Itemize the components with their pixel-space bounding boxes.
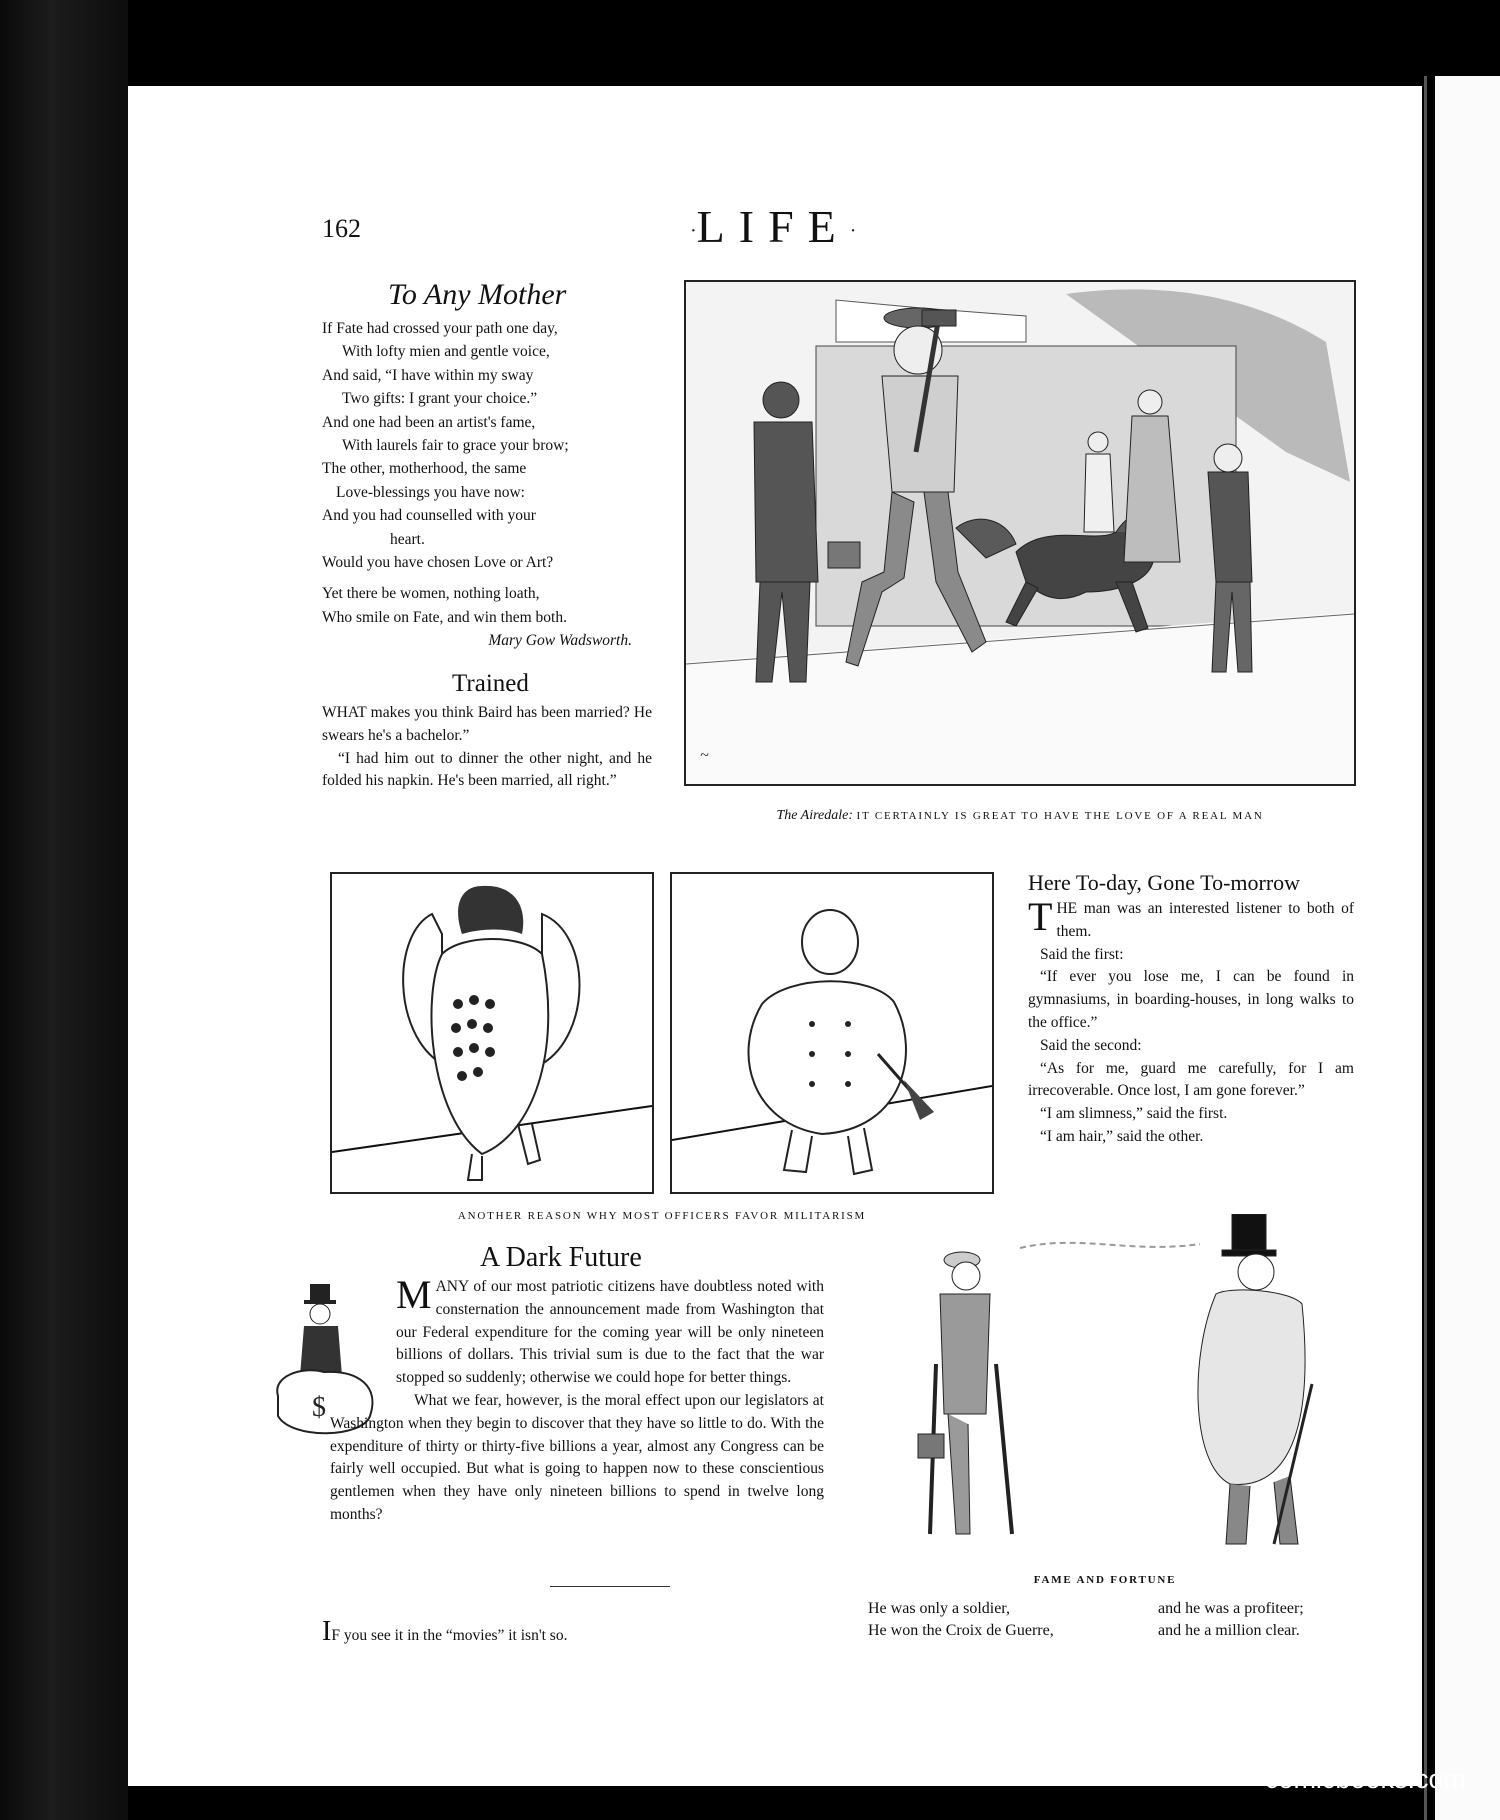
here-today-paragraph: Said the second:: [1040, 1036, 1142, 1054]
poem-line: heart.: [390, 530, 425, 548]
officer-drawing: [332, 874, 652, 1192]
fame-fortune-illustration: [870, 1214, 1340, 1556]
poem-line: And you had counselled with your: [322, 507, 536, 525]
airedale-illustration: [684, 280, 1356, 786]
divider-rule: [550, 1586, 670, 1587]
here-today-paragraph: “I am slimness,” said the first.: [1040, 1105, 1228, 1123]
militarism-panel-officer: [330, 872, 654, 1194]
militarism-panel-civilian: [670, 872, 994, 1194]
masthead: [690, 200, 856, 253]
scan-background-left: [0, 0, 128, 1820]
poem-line: Love-blessings you have now:: [336, 483, 525, 501]
here-today-paragraph: “As for me, guard me carefully, for I am irrecoverable. Once lost, I am gone forever.”: [1028, 1059, 1354, 1100]
page-gutter: [1424, 76, 1427, 1820]
dark-future-paragraph: What we fear, however, is the moral effect upon our legislators at Washington when they begin to discover that they have so little to do. With the expenditure of thirty or thirty-five billions a year, almost any Congress can be fairly well occupied. But what is going to happen now to these conscientious gentlemen when they have only nineteen billions to spend in twelve long months?: [330, 1391, 824, 1523]
masthead-dot-right: ·: [849, 219, 857, 242]
fame-fortune-right-verse: [1158, 1598, 1358, 1642]
verse-line: He won the Croix de Guerre,: [868, 1622, 1054, 1639]
dark-future-paragraph: ANY of our most patriotic citizens have doubtless noted with consternation the announcement made from Washington that our Federal expenditure for the coming year will be only nineteen billions of dollars. This trivial sum is due to the fact that the war stopped so suddenly; otherwise we could hope for better things.: [396, 1278, 824, 1387]
poem-line: And said, “I have within my sway: [322, 366, 534, 384]
airedale-caption-italic: The Airedale:: [776, 808, 854, 823]
airedale-caption: [684, 808, 1356, 824]
trained-title: Trained: [452, 670, 529, 697]
verse-line: and he a million clear.: [1158, 1622, 1300, 1639]
poem-line: If Fate had crossed your path one day,: [322, 320, 558, 337]
svg-text:$: $: [312, 1392, 326, 1423]
next-page-edge: [1435, 76, 1500, 1820]
fame-fortune-left-verse: [868, 1598, 1088, 1642]
poem-line: Yet there be women, nothing loath,: [322, 585, 540, 603]
here-today-paragraph: “I am hair,” said the other.: [1040, 1127, 1204, 1145]
site-watermark: comicbooks.com: [1264, 1764, 1466, 1794]
poem-line: With lofty mien and gentle voice,: [342, 343, 550, 361]
poem-author: Mary Gow Wadsworth.: [488, 632, 632, 650]
airedale-caption-caps: IT CERTAINLY IS GREAT TO HAVE THE LOVE OF A REAL MAN: [856, 810, 1264, 822]
poem-line: Who smile on Fate, and win them both.: [322, 608, 567, 626]
poem-line: With laurels fair to grace your brow;: [342, 437, 569, 455]
here-today-paragraph: “If ever you lose me, I can be found in gymnasiums, in boarding-houses, in long walks to the office.”: [1028, 968, 1354, 1031]
svg-text:~: ~: [700, 747, 709, 764]
dark-future-body: [330, 1272, 824, 1527]
poem-line: Two gifts: I grant your choice.”: [342, 390, 538, 408]
verse-line: and he was a profiteer;: [1158, 1600, 1304, 1617]
here-today-paragraph: Said the first:: [1040, 945, 1124, 963]
airedale-drawing: [686, 282, 1354, 784]
dark-future-title: A Dark Future: [480, 1242, 642, 1273]
here-today-dropcap: T: [1028, 894, 1053, 939]
trained-paragraph: WHAT makes you think Baird has been married? He swears he's a bachelor.”: [322, 704, 652, 744]
masthead-dot-left: ·: [690, 219, 697, 242]
verse-line: He was only a soldier,: [868, 1600, 1010, 1617]
here-today-title: Here To-day, Gone To-morrow: [1028, 870, 1301, 895]
movies-text: F you see it in the “movies” it isn't so.: [331, 1627, 568, 1644]
trained-body: [322, 702, 652, 793]
fame-fortune-caption: FAME AND FORTUNE: [1033, 1574, 1177, 1586]
soldier-figure: [918, 1252, 1012, 1534]
poem-body: [322, 317, 652, 653]
poem-line: Would you have chosen Love or Art?: [322, 554, 554, 572]
here-today-body: [1028, 894, 1354, 1149]
movies-dropcap: I: [322, 1616, 332, 1647]
here-today-paragraph: HE man was an interested listener to both of them.: [1056, 900, 1354, 940]
dark-future-dropcap: M: [396, 1272, 432, 1317]
poem-line: The other, motherhood, the same: [322, 460, 527, 478]
poem-title: To Any Mother: [388, 278, 567, 311]
trained-paragraph: “I had him out to dinner the other night, and he folded his napkin. He's been married, all right.”: [322, 749, 652, 790]
poem-line: And one had been an artist's fame,: [322, 413, 536, 431]
militarism-caption: ANOTHER REASON WHY MOST OFFICERS FAVOR MILITARISM: [457, 1210, 867, 1222]
masthead-title: LIFE: [696, 201, 850, 252]
page-number: 162: [322, 214, 361, 243]
profiteer-figure: [1198, 1214, 1312, 1544]
civilian-drawing: [672, 874, 992, 1192]
fame-fortune-drawing: [870, 1214, 1340, 1556]
movies-quip: [322, 1616, 742, 1648]
